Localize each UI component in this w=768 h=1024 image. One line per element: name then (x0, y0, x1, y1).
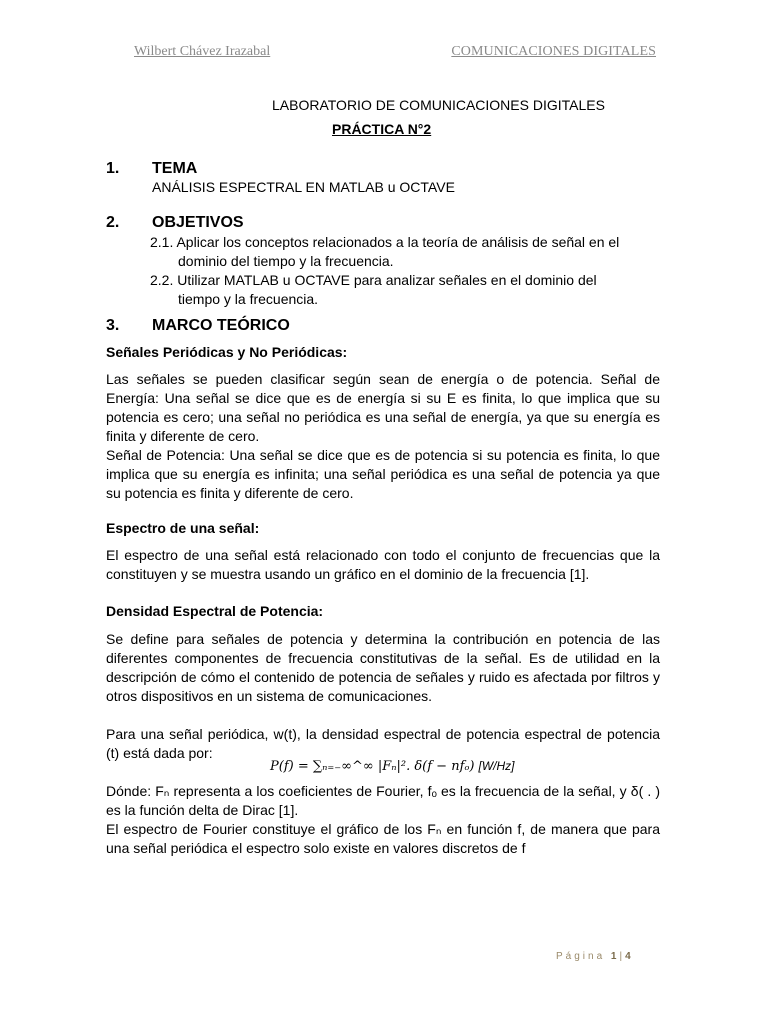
page-footer (556, 951, 634, 962)
footer-page-total: 4 (625, 951, 634, 962)
header-course: COMUNICACIONES DIGITALES (451, 44, 656, 59)
objective-2-line-1: 2.2. Utilizar MATLAB u OCTAVE para analizar señales en el dominio del (150, 272, 597, 288)
paragraph-power-signal: Señal de Potencia: Una señal se dice que es de potencia si su potencia es finita, lo que implica que su energía es infinita; una señal periódica es una señal de potencia ya que su potencia es finita y diferente de cero. (106, 447, 660, 501)
subheading-psd: Densidad Espectral de Potencia: (106, 603, 324, 619)
formula-unit: [W/Hz] (478, 759, 515, 773)
paragraph-periodic-psd: Para una señal periódica, w(t), la densidad espectral de potencia espectral de potencia (t) está dada por: (106, 726, 660, 761)
section-content: ANÁLISIS ESPECTRAL EN MATLAB u OCTAVE (152, 179, 455, 195)
paragraph-spectrum: El espectro de una señal está relacionado con todo el conjunto de frecuencias que la constituyen y se muestra usando un gráfico en el dominio de la frecuencia [1]. (106, 547, 660, 582)
paragraph-energy-signal: Las señales se pueden clasificar según sean de energía o de potencia. Señal de Energía: Una señal se dice que es de energía si su E es finita, lo que implica que su potencia es cero; una señal no periódica es una señal de energía, ya que su energía es finita y diferente de cero. (106, 371, 660, 444)
paragraph-definitions: Dónde: Fₙ representa a los coeficientes de Fourier, fₒ es la frecuencia de la señal, y δ( . ) es la función delta de Dirac [1]. (106, 783, 660, 818)
section-title: TEMA (152, 160, 198, 177)
footer-label: Página (556, 951, 606, 962)
subheading-spectrum: Espectro de una señal: (106, 520, 260, 536)
footer-page-number: 1 (610, 951, 620, 962)
section-title: OBJETIVOS (152, 214, 244, 231)
psd-formula (270, 759, 514, 774)
section-number: 1. (106, 160, 120, 177)
title-practice: PRÁCTICA N°2 (332, 121, 432, 137)
title-lab: LABORATORIO DE COMUNICACIONES DIGITALES (272, 97, 605, 113)
paragraph-fourier-spectrum: El espectro de Fourier constituye el gráfico de los Fₙ en función f, de manera que para una señal periódica el espectro solo existe en valores discretos de f (106, 821, 660, 856)
objective-2-line-2: tiempo y la frecuencia. (178, 291, 319, 307)
paragraph-psd: Se define para señales de potencia y determina la contribución en potencia de las diferentes componentes de frecuencia constitutivas de la señal. Es de utilidad en la descripción de cómo el contenido de potencia de señales y ruido es afectada por filtros y otros dispositivos en un sistema de comunicaciones. (106, 631, 660, 704)
subheading-periodic-signals: Señales Periódicas y No Periódicas: (106, 344, 348, 360)
section-number: 2. (106, 214, 120, 231)
header-author: Wilbert Chávez Irazabal (134, 44, 271, 59)
section-title: MARCO TEÓRICO (152, 317, 290, 334)
objective-1-line-2: dominio del tiempo y la frecuencia. (178, 253, 394, 269)
footer-separator: | (619, 951, 626, 962)
formula-expression: P(f) = ∑ₙ₌₋∞^∞ |Fₙ|². δ(f − nfₒ) (270, 759, 475, 774)
objective-1-line-1: 2.1. Aplicar los conceptos relacionados a la teoría de análisis de señal en el (150, 234, 620, 250)
section-number: 3. (106, 317, 120, 334)
